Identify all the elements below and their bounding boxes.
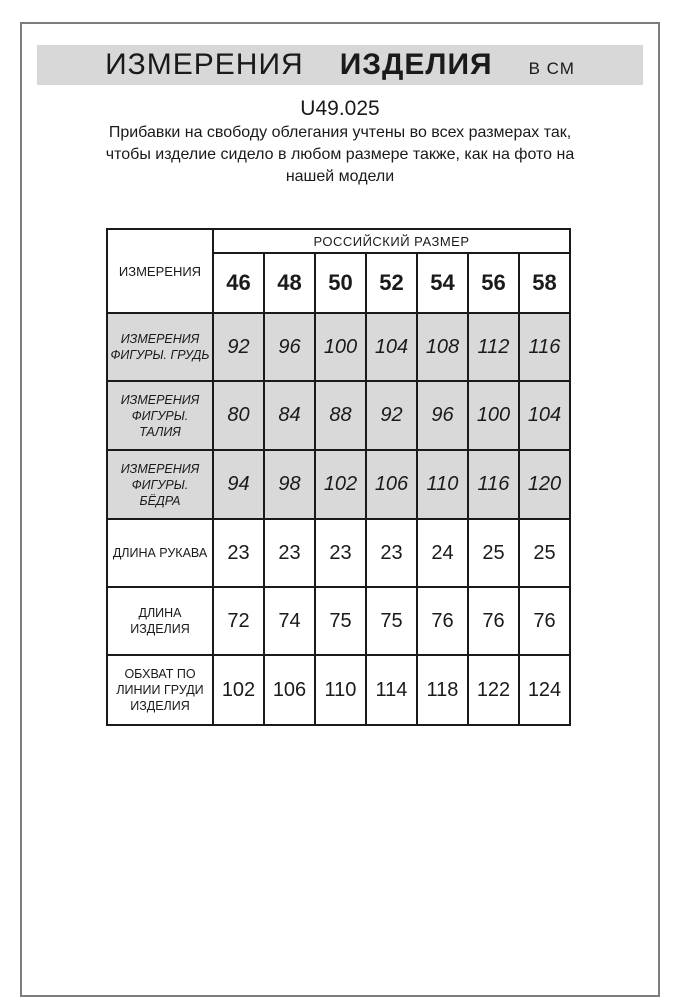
row-label-line: ФИГУРЫ. БЁДРА bbox=[131, 477, 189, 508]
value-cell: 112 bbox=[468, 313, 519, 381]
value-cell: 74 bbox=[264, 587, 315, 655]
value-cell: 114 bbox=[366, 655, 417, 725]
value-cell: 122 bbox=[468, 655, 519, 725]
intro-block bbox=[40, 96, 640, 188]
size-header-cell: 54 bbox=[417, 253, 468, 313]
table-row-figure-hips bbox=[107, 450, 570, 519]
russian-size-header-cell: РОССИЙСКИЙ РАЗМЕР bbox=[213, 229, 570, 253]
table-row-item-chest-girth bbox=[107, 655, 570, 725]
value-cell: 116 bbox=[519, 313, 570, 381]
value-cell: 110 bbox=[417, 450, 468, 519]
size-header-cell: 58 bbox=[519, 253, 570, 313]
value-cell: 76 bbox=[417, 587, 468, 655]
row-label-line: ДЛИНА РУКАВА bbox=[112, 546, 208, 560]
value-cell: 75 bbox=[366, 587, 417, 655]
size-table bbox=[106, 228, 571, 726]
value-cell: 96 bbox=[417, 381, 468, 450]
value-cell: 100 bbox=[468, 381, 519, 450]
size-header-cell: 50 bbox=[315, 253, 366, 313]
value-cell: 110 bbox=[315, 655, 366, 725]
value-cell: 25 bbox=[519, 519, 570, 587]
article-code: U49.025 bbox=[300, 97, 380, 120]
value-cell: 88 bbox=[315, 381, 366, 450]
fit-note-line: нашей модели bbox=[285, 168, 395, 185]
table-row-sleeve-length bbox=[107, 519, 570, 587]
value-cell: 23 bbox=[213, 519, 264, 587]
table-row-figure-chest bbox=[107, 313, 570, 381]
size-header-cell: 52 bbox=[366, 253, 417, 313]
size-header-cell: 48 bbox=[264, 253, 315, 313]
fit-note-line: чтобы изделие сидело в любом размере также, как на фото на bbox=[105, 146, 575, 163]
value-cell: 124 bbox=[519, 655, 570, 725]
value-cell: 75 bbox=[315, 587, 366, 655]
row-label-line: ИЗМЕРЕНИЯ bbox=[120, 461, 200, 476]
row-label-line: ДЛИНА ИЗДЕЛИЯ bbox=[130, 606, 190, 636]
value-cell: 84 bbox=[264, 381, 315, 450]
title-band bbox=[37, 45, 643, 85]
value-cell: 104 bbox=[519, 381, 570, 450]
value-cell: 104 bbox=[366, 313, 417, 381]
row-label-line: ИЗМЕРЕНИЯ bbox=[120, 332, 200, 346]
corner-header-cell: ИЗМЕРЕНИЯ bbox=[107, 229, 213, 313]
value-cell: 120 bbox=[519, 450, 570, 519]
value-cell: 25 bbox=[468, 519, 519, 587]
row-label-line: ИЗМЕРЕНИЯ bbox=[120, 392, 200, 407]
size-header-cell: 56 bbox=[468, 253, 519, 313]
value-cell: 108 bbox=[417, 313, 468, 381]
fit-note-line: Прибавки на свободу облегания учтены во всех размерах так, bbox=[108, 124, 572, 141]
value-cell: 100 bbox=[315, 313, 366, 381]
value-cell: 24 bbox=[417, 519, 468, 587]
value-cell: 76 bbox=[519, 587, 570, 655]
size-header-cell: 46 bbox=[213, 253, 264, 313]
row-label bbox=[107, 519, 213, 587]
value-cell: 94 bbox=[213, 450, 264, 519]
row-label bbox=[107, 450, 213, 519]
table-row-group-header bbox=[107, 229, 570, 253]
title-unit-cm: В СМ bbox=[528, 59, 575, 78]
title-word-product: ИЗДЕЛИЯ bbox=[339, 48, 493, 81]
table-row-item-length bbox=[107, 587, 570, 655]
value-cell: 102 bbox=[315, 450, 366, 519]
value-cell: 118 bbox=[417, 655, 468, 725]
value-cell: 106 bbox=[264, 655, 315, 725]
row-label bbox=[107, 587, 213, 655]
row-label-line: ФИГУРЫ. ГРУДЬ bbox=[110, 348, 210, 362]
value-cell: 116 bbox=[468, 450, 519, 519]
value-cell: 72 bbox=[213, 587, 264, 655]
title-word-measurements: ИЗМЕРЕНИЯ bbox=[105, 48, 304, 81]
value-cell: 96 bbox=[264, 313, 315, 381]
row-label-line: ОБХВАТ ПО bbox=[124, 667, 196, 681]
value-cell: 23 bbox=[315, 519, 366, 587]
row-label-line: ЛИНИИ ГРУДИ bbox=[116, 683, 204, 697]
value-cell: 98 bbox=[264, 450, 315, 519]
value-cell: 23 bbox=[366, 519, 417, 587]
table-row-figure-waist bbox=[107, 381, 570, 450]
value-cell: 92 bbox=[366, 381, 417, 450]
value-cell: 76 bbox=[468, 587, 519, 655]
row-label-line: ФИГУРЫ. ТАЛИЯ bbox=[131, 408, 189, 439]
row-label bbox=[107, 313, 213, 381]
value-cell: 102 bbox=[213, 655, 264, 725]
value-cell: 106 bbox=[366, 450, 417, 519]
value-cell: 23 bbox=[264, 519, 315, 587]
row-label-line: ИЗДЕЛИЯ bbox=[130, 699, 190, 713]
row-label bbox=[107, 655, 213, 725]
value-cell: 80 bbox=[213, 381, 264, 450]
row-label bbox=[107, 381, 213, 450]
value-cell: 92 bbox=[213, 313, 264, 381]
